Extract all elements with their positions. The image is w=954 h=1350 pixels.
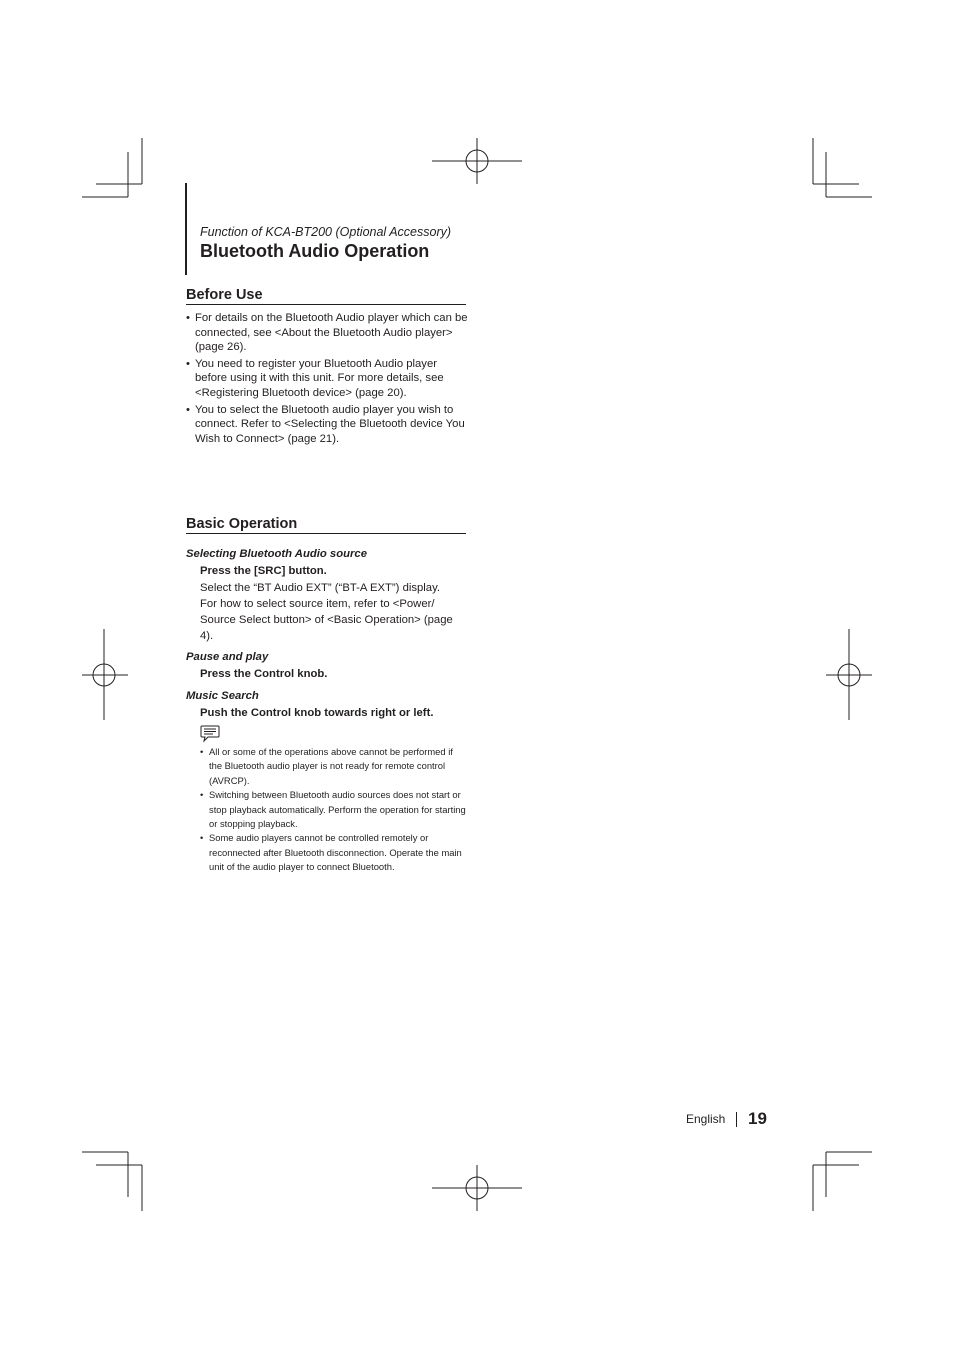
list-item: • You to select the Bluetooth audio player you wish to connect. Refer to <Selecting the Bluetooth device You Wish to Connect> (page 21). <box>186 403 465 445</box>
note-memo-icon <box>199 724 221 744</box>
bullet-icon: • <box>200 832 204 844</box>
list-item: • Switching between Bluetooth audio sources does not start or stop playback automatically. Perform the operation for starting or stopping playback. <box>200 789 466 830</box>
registration-mark-bottom <box>432 1165 522 1211</box>
selecting-source-desc: Select the “BT Audio EXT” (“BT-A EXT”) display. For how to select source item, refer to <Power/ Source Select button> of <Basic Operation> (page 4). <box>200 582 453 642</box>
list-item: • You need to register your Bluetooth Audio player before using it with this unit. For more details, see <Registering Bluetooth device> (page 20). <box>186 357 444 399</box>
registration-mark-left <box>82 629 128 720</box>
before-use-heading: Before Use <box>186 287 466 305</box>
music-search-subheading: Music Search <box>186 690 259 702</box>
footer-divider <box>736 1112 737 1127</box>
header-rule <box>185 183 187 275</box>
selecting-source-subheading: Selecting Bluetooth Audio source <box>186 548 367 560</box>
selecting-source-step: Press the [SRC] button. <box>200 565 327 577</box>
section-pretitle: Function of KCA-BT200 (Optional Accessory) <box>200 225 452 239</box>
music-search-step: Push the Control knob towards right or left. <box>200 707 434 719</box>
page-number: 19 <box>748 1109 767 1128</box>
basic-operation-heading: Basic Operation <box>186 516 466 534</box>
registration-mark-right <box>826 629 872 720</box>
page-title: Bluetooth Audio Operation <box>200 241 430 261</box>
pause-play-subheading: Pause and play <box>186 651 269 663</box>
bullet-icon: • <box>200 789 204 801</box>
list-item: • Some audio players cannot be controlled remotely or reconnected after Bluetooth disconnection. Operate the main unit of the audio player to connect Bluetooth. <box>200 832 462 873</box>
bullet-icon: • <box>200 746 204 757</box>
bullet-icon: • <box>186 312 190 324</box>
crop-mark-top-left <box>82 138 142 197</box>
pause-play-step: Press the Control knob. <box>200 668 328 680</box>
registration-mark-top <box>432 138 522 184</box>
list-item: • All or some of the operations above cannot be performed if the Bluetooth audio player is not ready for remote control (AVRCP). <box>200 746 453 786</box>
before-use-list <box>186 311 468 448</box>
crop-mark-top-right <box>813 138 872 197</box>
notes-list <box>200 745 466 875</box>
bullet-icon: • <box>186 403 190 416</box>
crop-mark-bottom-right <box>813 1152 872 1211</box>
crop-mark-bottom-left <box>82 1152 142 1211</box>
bullet-icon: • <box>186 357 190 370</box>
footer-language: English <box>686 1112 726 1126</box>
list-item: • For details on the Bluetooth Audio player which can be connected, see <About the Bluetooth Audio player> (page 26). <box>186 312 468 354</box>
